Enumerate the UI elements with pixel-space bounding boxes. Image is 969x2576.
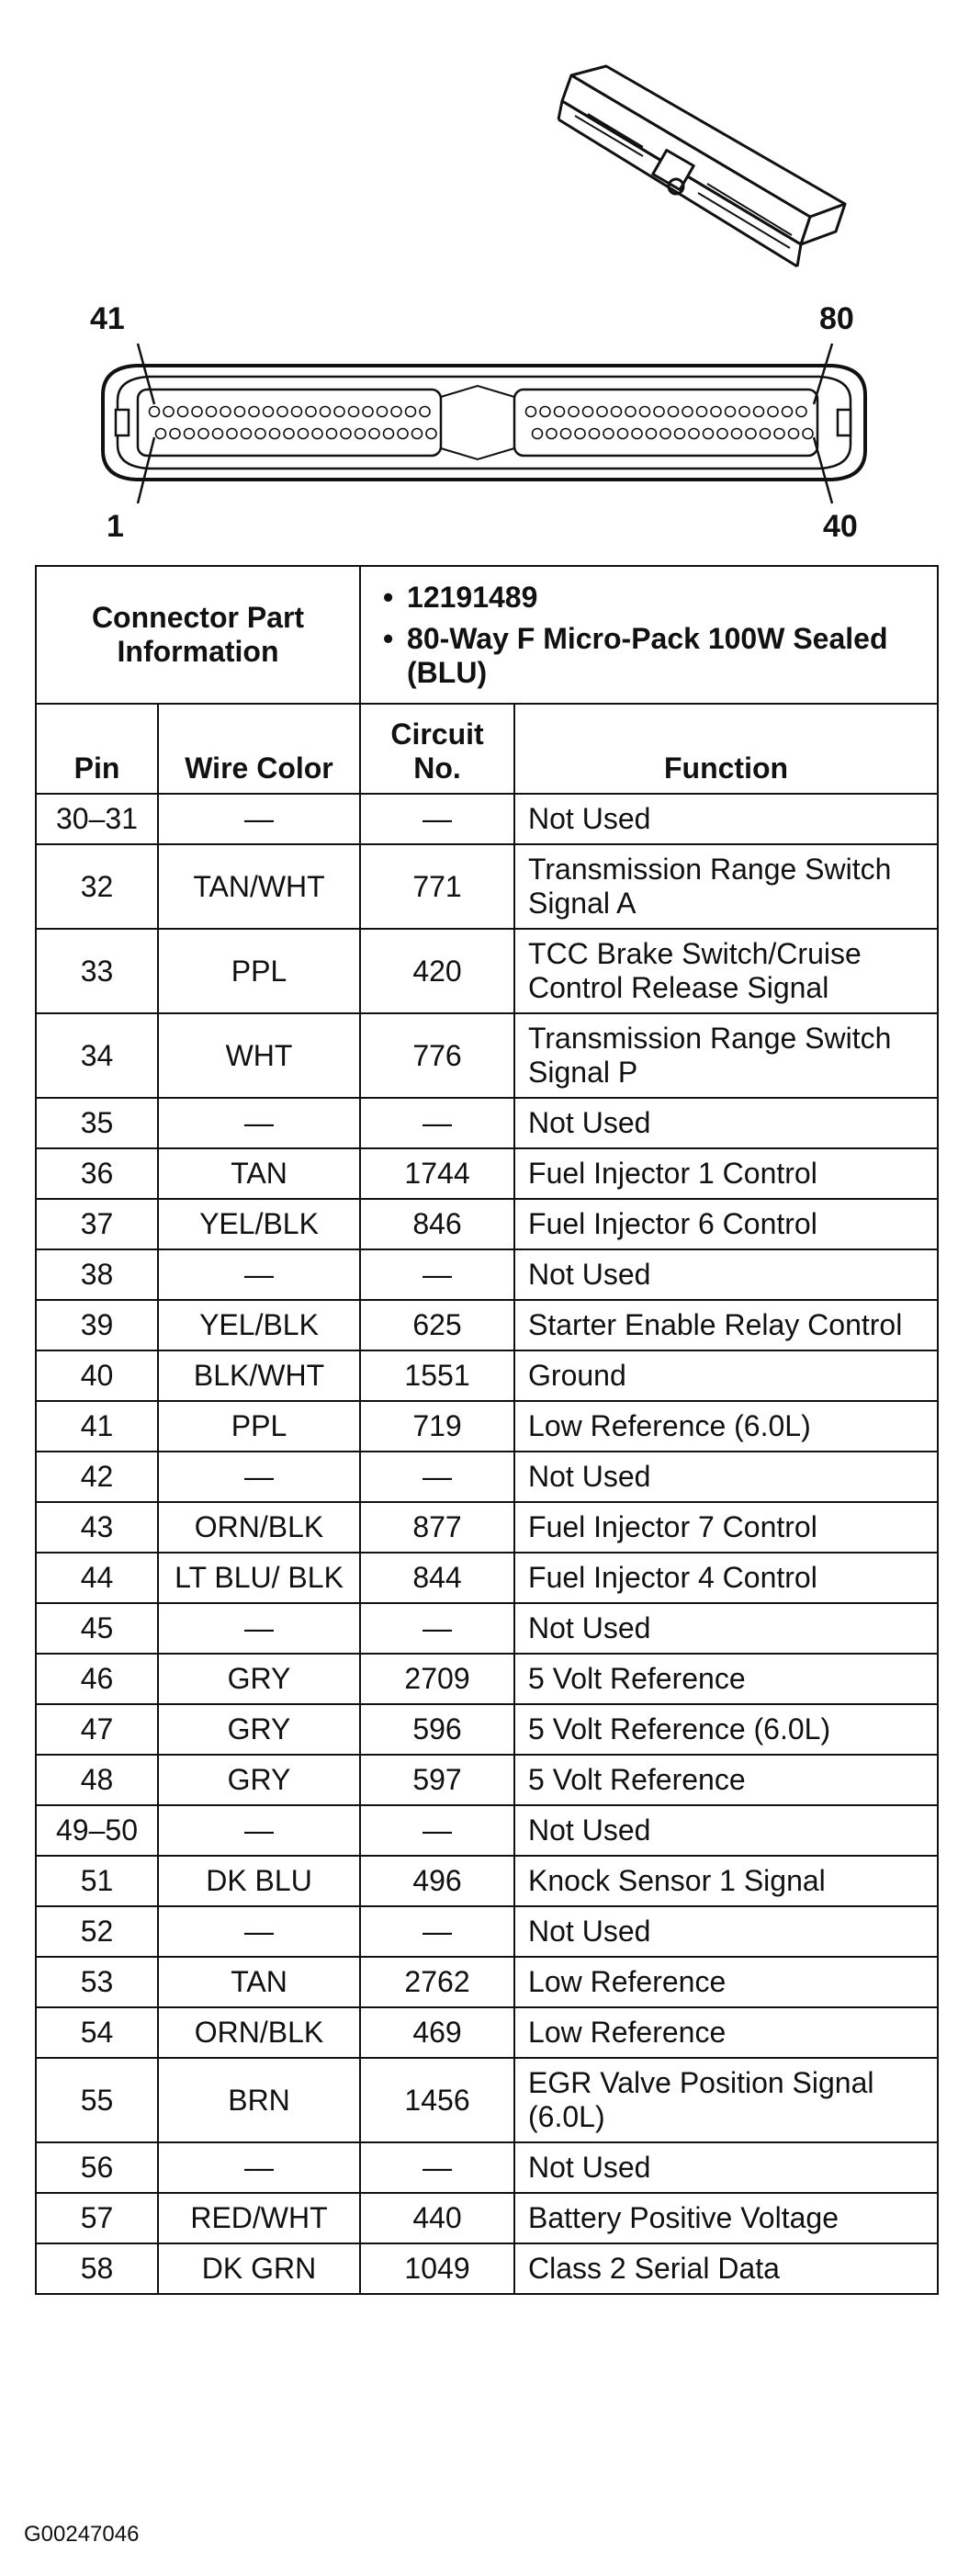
pin-cell: 44 [36, 1553, 158, 1603]
wire-color-cell: — [158, 1906, 360, 1957]
pin-cavity [207, 407, 217, 417]
circuit-cell: 496 [360, 1856, 514, 1906]
pin-cavity [377, 407, 388, 417]
circuit-cell: — [360, 1249, 514, 1300]
pin-cell: 51 [36, 1856, 158, 1906]
pin-cavity [198, 429, 208, 439]
circuit-cell: 597 [360, 1755, 514, 1805]
pin-cavity [583, 407, 593, 417]
pin-cavity [526, 407, 536, 417]
pin-cavity [235, 407, 245, 417]
table-row [36, 844, 938, 929]
part-info-label: Connector Part Information [36, 566, 360, 704]
table-row [36, 2007, 938, 2058]
pin-cell: 43 [36, 1502, 158, 1553]
circuit-cell: 1049 [360, 2243, 514, 2294]
function-cell: 5 Volt Reference [514, 1654, 938, 1704]
circuit-cell: 1551 [360, 1350, 514, 1401]
function-cell: Low Reference [514, 2007, 938, 2058]
pin-cavity [327, 429, 337, 439]
pin-cavity [654, 407, 664, 417]
pin-cell: 32 [36, 844, 158, 929]
circuit-cell: 2762 [360, 1957, 514, 2007]
pin-cavity [249, 407, 259, 417]
pin-cell: 58 [36, 2243, 158, 2294]
pin-cavity [170, 429, 180, 439]
circuit-cell: — [360, 1805, 514, 1856]
table-row [36, 2142, 938, 2193]
col-header-function: Function [514, 704, 938, 794]
table-row [36, 1755, 938, 1805]
pin-cavity [349, 407, 359, 417]
function-cell: Not Used [514, 1906, 938, 1957]
pin-cavity [426, 429, 436, 439]
circuit-cell: 844 [360, 1553, 514, 1603]
pin-cavity [711, 407, 721, 417]
pin-cavity [321, 407, 331, 417]
pin-cavity [255, 429, 265, 439]
circuit-cell: 776 [360, 1013, 514, 1098]
pin-cavity [355, 429, 366, 439]
connector-face [103, 344, 865, 503]
col-header-wire-color: Wire Color [158, 704, 360, 794]
pin-cavity [561, 429, 571, 439]
pin-cell: 46 [36, 1654, 158, 1704]
wire-color-cell: — [158, 1249, 360, 1300]
pin-cell: 30–31 [36, 794, 158, 844]
function-cell: TCC Brake Switch/Cruise Control Release Signal [514, 929, 938, 1013]
wire-color-cell: TAN [158, 1148, 360, 1199]
pin-cavity [675, 429, 685, 439]
circuit-cell: 420 [360, 929, 514, 1013]
table-row [36, 1553, 938, 1603]
wire-color-cell: TAN [158, 1957, 360, 2007]
pin-cavity [689, 429, 699, 439]
table-row [36, 1098, 938, 1148]
table-row [36, 2193, 938, 2243]
pin-cavity [312, 429, 322, 439]
pin-cavity [412, 429, 423, 439]
table-row [36, 1199, 938, 1249]
pinout-table [35, 565, 939, 2295]
pin-cavity [555, 407, 565, 417]
pin-cavity [726, 407, 736, 417]
wire-color-cell: DK BLU [158, 1856, 360, 1906]
wire-color-cell: WHT [158, 1013, 360, 1098]
pinout-table-wrapper [35, 565, 937, 2295]
pin-cavity [796, 407, 806, 417]
pin-cavity [669, 407, 679, 417]
pin-cavity [185, 429, 195, 439]
circuit-cell: — [360, 1098, 514, 1148]
pin-cavity [597, 407, 607, 417]
pin-cell: 54 [36, 2007, 158, 2058]
wire-color-cell: PPL [158, 1401, 360, 1452]
function-cell: Ground [514, 1350, 938, 1401]
circuit-cell: 2709 [360, 1654, 514, 1704]
function-cell: Fuel Injector 1 Control [514, 1148, 938, 1199]
circuit-cell: — [360, 1452, 514, 1502]
part-number-item: • 12191489 [383, 580, 538, 614]
table-row [36, 1401, 938, 1452]
function-cell: Fuel Injector 6 Control [514, 1199, 938, 1249]
pin-cell: 37 [36, 1199, 158, 1249]
pin-cavity [647, 429, 657, 439]
table-row [36, 1704, 938, 1755]
wire-color-cell: GRY [158, 1704, 360, 1755]
wire-color-cell: YEL/BLK [158, 1300, 360, 1350]
pin-cavity [220, 407, 231, 417]
pin-cavity [277, 407, 287, 417]
part-number: 12191489 [407, 580, 538, 614]
pin-label-40: 40 [823, 509, 858, 544]
pin-cavity [363, 407, 373, 417]
part-info-list [360, 566, 938, 704]
function-cell: Class 2 Serial Data [514, 2243, 938, 2294]
function-cell: Not Used [514, 1249, 938, 1300]
connector-drawing [0, 0, 969, 551]
pin-cavity [369, 429, 379, 439]
pin-cell: 38 [36, 1249, 158, 1300]
wire-color-cell: PPL [158, 929, 360, 1013]
pin-cell: 33 [36, 929, 158, 1013]
pin-cavity [754, 407, 764, 417]
table-row [36, 1148, 938, 1199]
pinout-rows [36, 794, 938, 2294]
pin-cavity [640, 407, 650, 417]
table-row [36, 1856, 938, 1906]
wire-color-cell: — [158, 2142, 360, 2193]
table-row [36, 2243, 938, 2294]
pin-cavity [406, 407, 416, 417]
pin-cavity [625, 407, 636, 417]
pin-cavity [242, 429, 252, 439]
connector-body-3d [558, 66, 845, 266]
pin-cavity [334, 407, 344, 417]
table-row [36, 1603, 938, 1654]
pin-cavity [150, 407, 160, 417]
pin-cavity [746, 429, 756, 439]
wire-color-cell: ORN/BLK [158, 2007, 360, 2058]
table-row [36, 1805, 938, 1856]
wire-color-cell: DK GRN [158, 2243, 360, 2294]
pin-cavity [612, 407, 622, 417]
function-cell: Transmission Range Switch Signal P [514, 1013, 938, 1098]
circuit-cell: — [360, 794, 514, 844]
pin-cavity [391, 407, 401, 417]
pin-cavity [704, 429, 714, 439]
circuit-cell: 846 [360, 1199, 514, 1249]
pin-cell: 57 [36, 2193, 158, 2243]
function-cell: Low Reference [514, 1957, 938, 2007]
pin-cavity [156, 429, 166, 439]
function-cell: Transmission Range Switch Signal A [514, 844, 938, 929]
pin-cavity [590, 429, 600, 439]
function-cell: Not Used [514, 1452, 938, 1502]
wire-color-cell: GRY [158, 1654, 360, 1704]
wire-color-cell: TAN/WHT [158, 844, 360, 929]
pin-cavity [789, 429, 799, 439]
pin-cell: 36 [36, 1148, 158, 1199]
pin-cell: 41 [36, 1401, 158, 1452]
pin-cell: 52 [36, 1906, 158, 1957]
wire-color-cell: GRY [158, 1755, 360, 1805]
circuit-cell: 625 [360, 1300, 514, 1350]
pin-cavity [270, 429, 280, 439]
circuit-cell: — [360, 1603, 514, 1654]
wire-color-cell: — [158, 1098, 360, 1148]
pin-cavity [341, 429, 351, 439]
pin-cavity [533, 429, 543, 439]
pin-cavity [732, 429, 742, 439]
circuit-cell: 1456 [360, 2058, 514, 2142]
function-cell: 5 Volt Reference (6.0L) [514, 1704, 938, 1755]
circuit-cell: 719 [360, 1401, 514, 1452]
pin-cavity [761, 429, 771, 439]
table-row [36, 1654, 938, 1704]
col-header-circuit: Circuit No. [360, 704, 514, 794]
pin-cavity [682, 407, 693, 417]
pin-cell: 39 [36, 1300, 158, 1350]
pin-cell: 49–50 [36, 1805, 158, 1856]
wire-color-cell: — [158, 1603, 360, 1654]
pin-cavity [618, 429, 628, 439]
pin-cavity [398, 429, 408, 439]
connector-illustration [0, 0, 969, 551]
pin-cavity [803, 429, 813, 439]
column-header-row [36, 704, 938, 794]
pin-cell: 48 [36, 1755, 158, 1805]
pin-cavity [192, 407, 202, 417]
pin-cavity [163, 407, 174, 417]
table-row [36, 1013, 938, 1098]
pin-label-80: 80 [819, 301, 854, 336]
table-row [36, 1957, 938, 2007]
pin-cell: 56 [36, 2142, 158, 2193]
pin-cell: 42 [36, 1452, 158, 1502]
pin-cavity [717, 429, 727, 439]
table-row [36, 1452, 938, 1502]
pin-cell: 34 [36, 1013, 158, 1098]
function-cell: Low Reference (6.0L) [514, 1401, 938, 1452]
pin-cavity [774, 429, 784, 439]
table-row [36, 794, 938, 844]
function-cell: Not Used [514, 1098, 938, 1148]
pin-cell: 47 [36, 1704, 158, 1755]
table-row [36, 929, 938, 1013]
pin-cavity [264, 407, 274, 417]
connector-type: 80-Way F Micro-Pack 100W Sealed (BLU) [407, 621, 888, 689]
connector-type-item: • 80-Way F Micro-Pack 100W Sealed (BLU) [383, 622, 928, 690]
function-cell: Not Used [514, 1603, 938, 1654]
circuit-cell: — [360, 2142, 514, 2193]
pin-cavity [299, 429, 309, 439]
table-row [36, 1249, 938, 1300]
pin-cavity [213, 429, 223, 439]
table-row [36, 2058, 938, 2142]
pin-cavity [420, 407, 430, 417]
wire-color-cell: — [158, 794, 360, 844]
pin-cavity [783, 407, 793, 417]
circuit-cell: — [360, 1906, 514, 1957]
function-cell: Not Used [514, 1805, 938, 1856]
pin-cavities-right [526, 407, 814, 439]
pin-cavity [575, 429, 585, 439]
col-header-pin: Pin [36, 704, 158, 794]
pin-cavity [384, 429, 394, 439]
figure-code: G00247046 [24, 2522, 140, 2547]
function-cell: Knock Sensor 1 Signal [514, 1856, 938, 1906]
wire-color-cell: BRN [158, 2058, 360, 2142]
pin-cavity [546, 429, 557, 439]
function-cell: Battery Positive Voltage [514, 2193, 938, 2243]
pin-cell: 40 [36, 1350, 158, 1401]
wire-color-cell: — [158, 1452, 360, 1502]
function-cell: Not Used [514, 794, 938, 844]
pin-cavity [227, 429, 237, 439]
pin-cell: 45 [36, 1603, 158, 1654]
wire-color-cell: RED/WHT [158, 2193, 360, 2243]
pin-cavity [660, 429, 670, 439]
table-row [36, 1906, 938, 1957]
function-cell: Not Used [514, 2142, 938, 2193]
pin-cavity [306, 407, 316, 417]
pin-cavity [284, 429, 294, 439]
wire-color-cell: YEL/BLK [158, 1199, 360, 1249]
circuit-cell: 469 [360, 2007, 514, 2058]
wire-color-cell: LT BLU/ BLK [158, 1553, 360, 1603]
function-cell: EGR Valve Position Signal (6.0L) [514, 2058, 938, 2142]
pin-cavity [540, 407, 550, 417]
pin-cavity [569, 407, 579, 417]
pin-cavity [768, 407, 778, 417]
circuit-cell: 440 [360, 2193, 514, 2243]
pin-cavity [739, 407, 749, 417]
circuit-cell: 596 [360, 1704, 514, 1755]
pin-label-41: 41 [90, 301, 125, 336]
table-row [36, 1300, 938, 1350]
part-info-row [36, 566, 938, 704]
pin-cavities-left [150, 407, 437, 439]
pin-cavity [178, 407, 188, 417]
pin-cavity [603, 429, 614, 439]
circuit-cell: 771 [360, 844, 514, 929]
table-row [36, 1502, 938, 1553]
wire-color-cell: — [158, 1805, 360, 1856]
circuit-cell: 877 [360, 1502, 514, 1553]
pin-cell: 55 [36, 2058, 158, 2142]
pin-cavity [632, 429, 642, 439]
wire-color-cell: ORN/BLK [158, 1502, 360, 1553]
pin-cavity [697, 407, 707, 417]
function-cell: Fuel Injector 4 Control [514, 1553, 938, 1603]
pin-cell: 53 [36, 1957, 158, 2007]
circuit-cell: 1744 [360, 1148, 514, 1199]
pin-cell: 35 [36, 1098, 158, 1148]
wire-color-cell: BLK/WHT [158, 1350, 360, 1401]
function-cell: 5 Volt Reference [514, 1755, 938, 1805]
function-cell: Starter Enable Relay Control [514, 1300, 938, 1350]
function-cell: Fuel Injector 7 Control [514, 1502, 938, 1553]
pin-cavity [292, 407, 302, 417]
table-row [36, 1350, 938, 1401]
pin-label-1: 1 [107, 509, 124, 544]
